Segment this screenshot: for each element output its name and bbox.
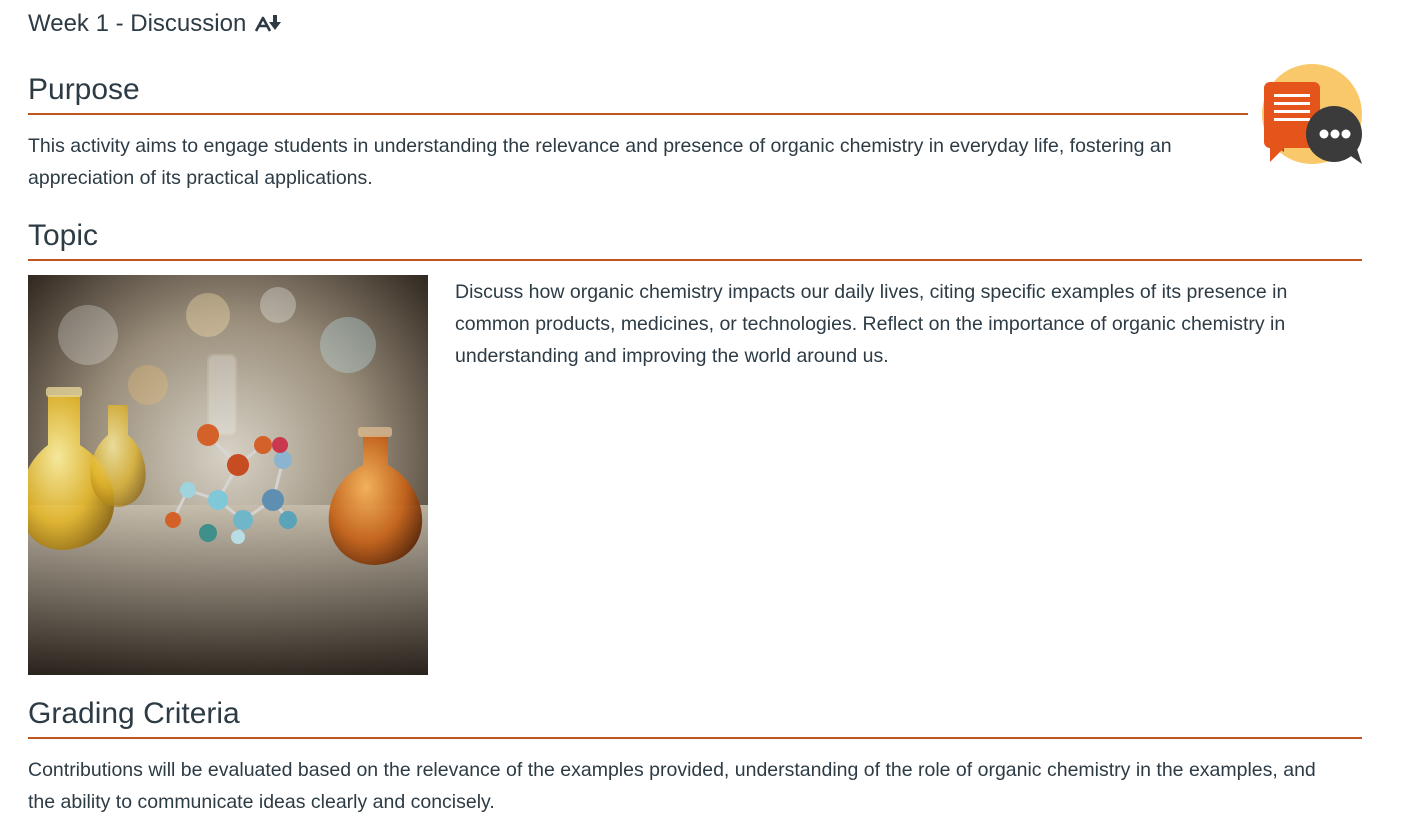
grading-text: Contributions will be evaluated based on the relevance of the examples provided, understanding of the role of organic chemistry in the examples, and the ability to communicate ideas clearly and concisely.: [28, 759, 1316, 813]
topic-heading: Topic: [28, 219, 99, 252]
topic-section-header: [28, 216, 1362, 261]
grading-heading: Grading Criteria: [28, 697, 240, 730]
topic-divider: [28, 259, 1362, 261]
grading-body: [28, 754, 1328, 818]
purpose-divider: [28, 113, 1248, 115]
purpose-section-header: [28, 70, 1248, 115]
lab-flasks-molecule-image: [28, 275, 428, 675]
title-row: [28, 6, 284, 42]
purpose-text: This activity aims to engage students in understanding the relevance and presence of organic chemistry in everyday life, fostering an appreciation of its practical applications.: [28, 135, 1172, 189]
grading-section-header: [28, 694, 1362, 739]
discussion-chat-icon: [1260, 62, 1364, 166]
grading-divider: [28, 737, 1362, 739]
topic-text: Discuss how organic chemistry impacts our daily lives, citing specific examples of its presence in common products, medicines, or technologies. Reflect on the importance of organic chemistry in understanding and improving the world around us.: [455, 281, 1288, 367]
topic-body: [455, 276, 1360, 372]
page-title: Week 1 - Discussion: [28, 10, 247, 37]
alternative-formats-icon[interactable]: [254, 13, 284, 35]
purpose-heading: Purpose: [28, 73, 140, 106]
purpose-body: [28, 130, 1248, 194]
